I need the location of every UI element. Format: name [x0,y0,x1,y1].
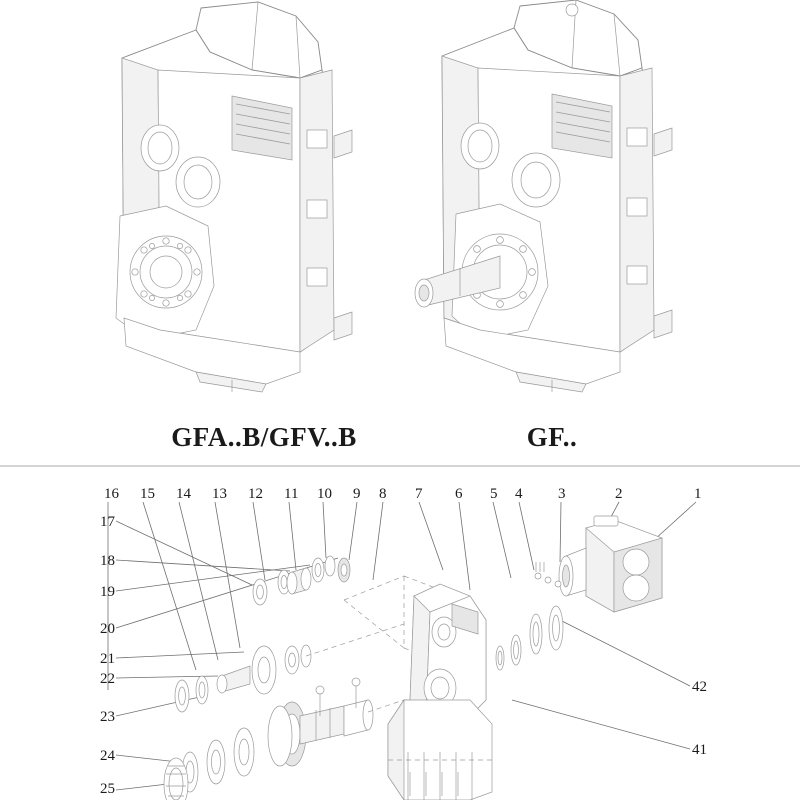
callout-6: 6 [455,486,463,502]
callout-25: 25 [100,781,115,797]
gearbox-view-right [415,0,672,392]
caption-right: GF.. [526,422,578,452]
callout-41: 41 [692,742,707,758]
callout-5: 5 [490,486,498,502]
callout-4: 4 [515,486,523,502]
callout-17: 17 [100,514,115,530]
callout-9: 9 [353,486,361,502]
caption-left: GFA..B/GFV..B [171,422,357,452]
gearbox-view-left [116,2,352,392]
callout-16: 16 [104,486,119,502]
callout-12: 12 [248,486,263,502]
callout-8: 8 [379,486,387,502]
callout-15: 15 [140,486,155,502]
callout-23: 23 [100,709,115,725]
callout-21: 21 [100,651,115,667]
callout-24: 24 [100,748,115,764]
callout-10: 10 [317,486,332,502]
callout-13: 13 [212,486,227,502]
callout-20: 20 [100,621,115,637]
callout-42: 42 [692,679,707,695]
callout-22: 22 [100,671,115,687]
callout-14: 14 [176,486,191,502]
callout-11: 11 [284,486,299,502]
callout-18: 18 [100,553,115,569]
callout-7: 7 [415,486,423,502]
callout-19: 19 [100,584,115,600]
callout-3: 3 [558,486,566,502]
callout-1: 1 [694,486,702,502]
callout-2: 2 [615,486,623,502]
